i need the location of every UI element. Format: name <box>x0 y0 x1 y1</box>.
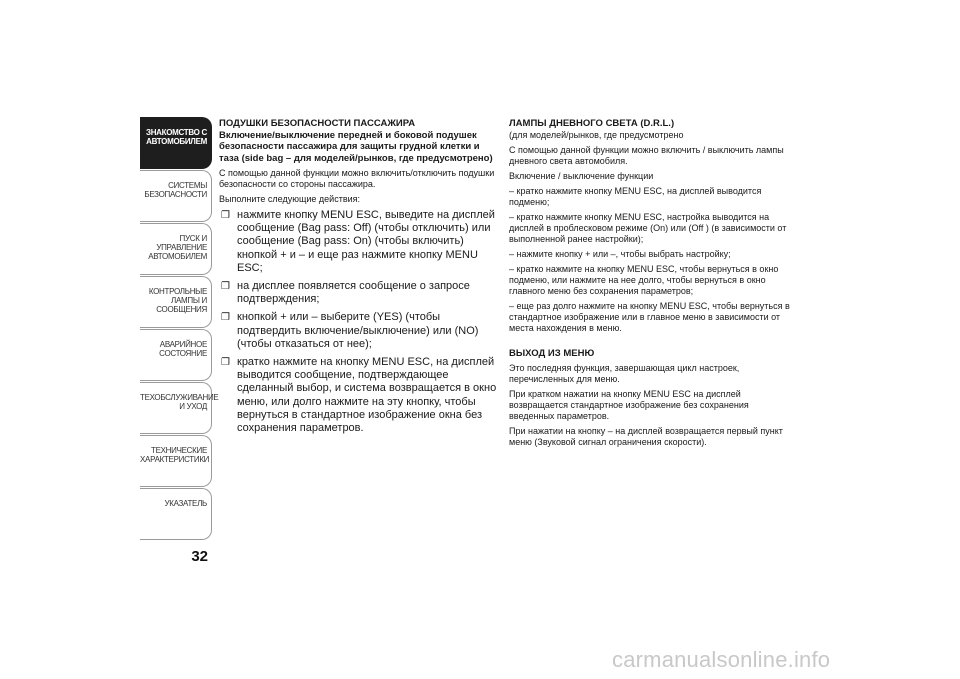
list-item-text: нажмите кнопку MENU ESC, выведите на дисплей сообщение (Bag pass: Off) (чтобы отключить) или сообщение (Bag pass: On) (чтобы включить) кнопкой + и – и еще раз нажмите кнопку MENU ESC; <box>237 209 495 274</box>
chapter-tab-index[interactable]: УКАЗАТЕЛЬ <box>140 488 212 540</box>
list-item <box>219 209 497 275</box>
paragraph: – нажмите кнопку + или –, чтобы выбрать настройку; <box>509 248 731 259</box>
list-item-text: кнопкой + или – выберите (YES) (чтобы подтвердить включение/выключение) или (NO) (чтобы отказаться от нее); <box>237 311 479 350</box>
checkbox-bullet-icon: ❐ <box>221 312 230 324</box>
steps-list <box>219 209 497 435</box>
chapter-tab-starting[interactable]: ПУСК И УПРАВЛЕНИЕ АВТОМОБИЛЕМ <box>140 223 212 275</box>
list-item-text: кратко нажмите на кнопку MENU ESC, на дисплей выводится сообщение, подтверждающее сделанный выбор, и система возвращается в окно меню, или долго нажмите на эту кнопку, чтобы вернуться в стандартное изображение окна без сохранения параметров. <box>237 356 497 435</box>
paragraph: – кратко нажмите кнопку MENU ESC, на дисплей выводится подменю; <box>509 185 762 207</box>
paragraph: – еще раз долго нажмите на кнопку MENU ESC, чтобы вернуться в стандартное изображение или в главное меню в зависимости от места нахождения в меню. <box>509 300 790 333</box>
chapter-tab-maintenance[interactable]: ТЕХОБСЛУЖИВАНИЕ И УХОД <box>140 382 212 434</box>
left-column <box>219 118 497 440</box>
paragraph: Это последняя функция, завершающая цикл настроек, перечисленных для меню. <box>509 363 740 384</box>
paragraph: При нажатии на кнопку – на дисплей возвращается первый пункт меню (Звуковой сигнал ограничения скорости). <box>509 426 783 447</box>
chapter-tab-emergency[interactable]: АВАРИЙНОЕ СОСТОЯНИЕ <box>140 329 212 381</box>
list-item <box>219 356 497 435</box>
section-heading-exit-menu: ВЫХОД ИЗ МЕНЮ <box>509 347 595 359</box>
paragraph-intro: С помощью данной функции можно включить/отключить подушки безопасности со стороны пассажира. <box>219 168 495 189</box>
checkbox-bullet-icon: ❐ <box>221 357 230 369</box>
chapter-tab-intro[interactable]: ЗНАКОМСТВО С АВТОМОБИЛЕМ <box>140 117 212 169</box>
checkbox-bullet-icon: ❐ <box>221 210 230 221</box>
paragraph: – кратко нажмите кнопку MENU ESC, настройка выводится на дисплей в проблесковом режиме (On) или (Off ) (в зависимости от выполненной ранее настройки); <box>509 211 787 244</box>
paragraph: С помощью данной функции можно включить / выключить лампы дневного света автомобиля. <box>509 144 784 166</box>
section-note-drl: (для моделей/рынков, где предусмотрено <box>509 129 684 140</box>
list-item <box>219 311 497 351</box>
section-heading-drl: ЛАМПЫ ДНЕВНОГО СВЕТА (D.R.L.) <box>509 118 675 129</box>
paragraph: Включение / выключение функции <box>509 170 654 181</box>
chapter-tab-specs[interactable]: ТЕХНИЧЕСКИЕ ХАРАКТЕРИСТИКИ <box>140 435 212 487</box>
page-number: 32 <box>191 548 208 565</box>
chapter-sidebar <box>140 117 219 541</box>
section-subheading-airbag: Включение/выключение передней и боковой подушек безопасности пассажира для защиты грудной клетки и таза (side bag – для моделей/рынков, где предусмотрено) <box>219 129 493 164</box>
checkbox-bullet-icon: ❐ <box>221 281 230 293</box>
chapter-tab-warning-lights[interactable]: КОНТРОЛЬНЫЕ ЛАМПЫ И СООБЩЕНИЯ <box>140 276 212 328</box>
chapter-tab-safety[interactable]: СИСТЕМЫ БЕЗОПАСНОСТИ <box>140 170 212 222</box>
list-item <box>219 280 497 306</box>
paragraph: – кратко нажмите на кнопку MENU ESC, чтобы вернуться в окно подменю, или нажмите на нее долго, чтобы вернуться в окно главного меню без сохранения параметров; <box>509 263 779 296</box>
right-column <box>509 118 791 452</box>
paragraph-steps-intro: Выполните следующие действия: <box>219 194 361 204</box>
list-item-text: на дисплее появляется сообщение о запросе подтверждения; <box>237 280 470 306</box>
paragraph: При кратком нажатии на кнопку MENU ESC на дисплей возвращается стандартное изображение без сохранения введенных параметров. <box>509 389 749 421</box>
section-heading-airbag: ПОДУШКИ БЕЗОПАСНОСТИ ПАССАЖИРА <box>219 118 416 129</box>
watermark: carmanualsonline.info <box>612 647 831 672</box>
